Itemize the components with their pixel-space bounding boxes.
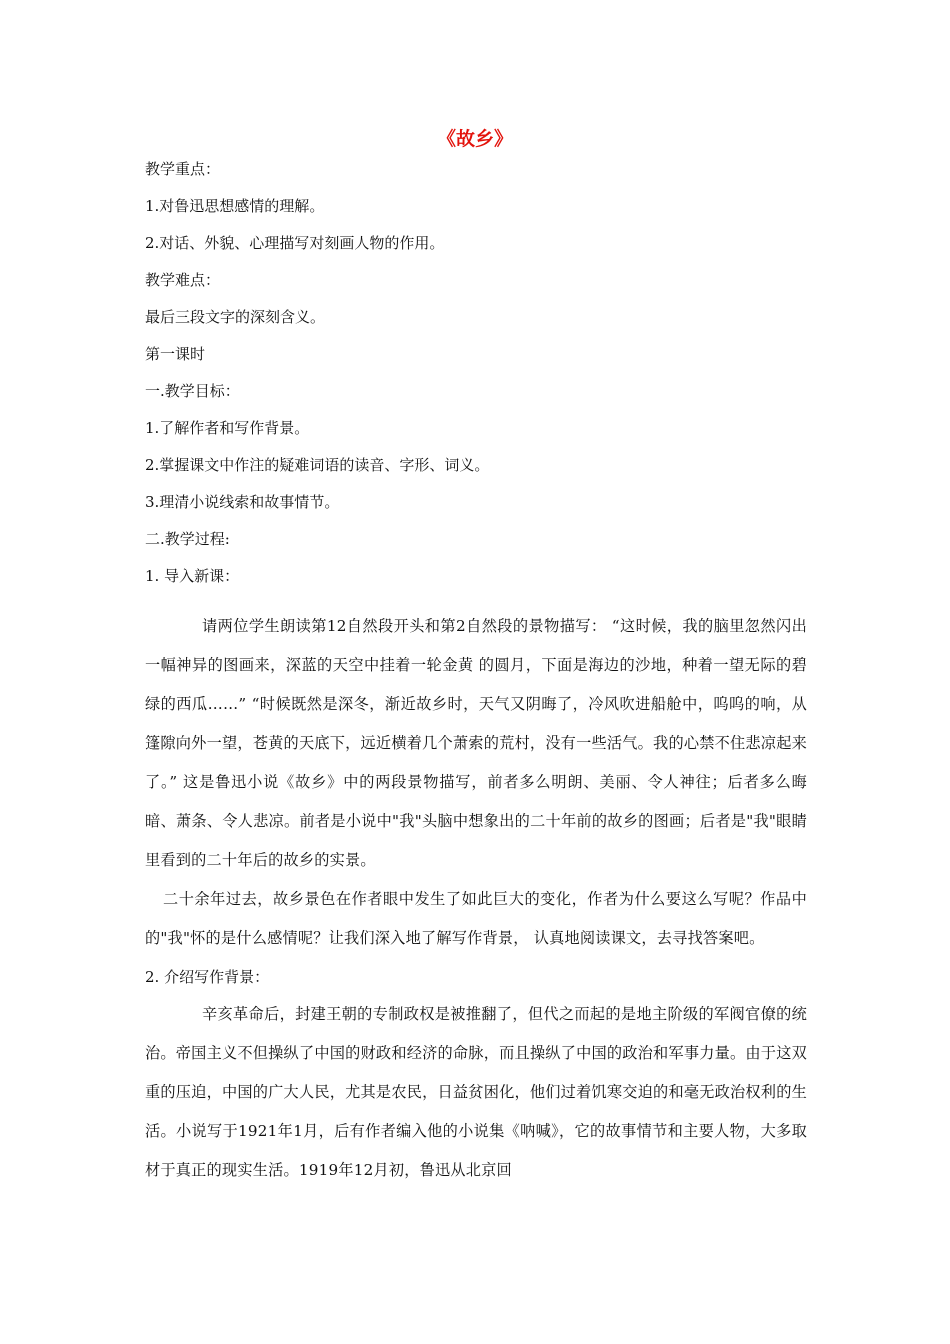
- paragraph-background: 辛亥革命后，封建王朝的专制政权是被推翻了，但代之而起的是地主阶级的军阀官僚的统治。帝国主义不但操纵了中国的财政和经济的命脉，而且操纵了中国的政治和军事力量。由于这双重的压迫，中国的广大人民，尤其是农民，日益贫困化，他们过着饥寒交迫的和毫无政治权利的生活。小说写于1921年1月，后有作者编入他的小说集《呐喊》，它的故事情节和主要人物，大多取材于真正的现实生活。1919年12月初，鲁迅从北京回: [145, 1005, 807, 1179]
- step-heading-background: 2. 介绍写作背景：: [145, 967, 270, 986]
- section-heading-key-points: 教学重点：: [145, 159, 221, 178]
- step-heading-intro: 1. 导入新课：: [145, 566, 240, 585]
- key-point-1: 1.对鲁迅思想感情的理解。: [145, 196, 325, 215]
- objective-3: 3.理清小说线索和故事情节。: [145, 492, 340, 511]
- paragraph-question: 二十余年过去，故乡景色在作者眼中发生了如此巨大的变化，作者为什么要这么写呢？作品中的"我"怀的是什么感情呢？让我们深入地了解写作背景， 认真地阅读课文，去寻找答案吧。: [145, 890, 807, 947]
- section-heading-difficulties: 教学难点：: [145, 270, 221, 289]
- section-heading-objectives: 一.教学目标：: [145, 381, 240, 400]
- difficulty-1: 最后三段文字的深刻含义。: [145, 307, 326, 326]
- section-heading-process: 二.教学过程:: [145, 529, 230, 548]
- objective-1: 1.了解作者和写作背景。: [145, 418, 310, 437]
- document-title: 《故乡》: [436, 128, 513, 150]
- objective-2: 2.掌握课文中作注的疑难词语的读音、字形、词义。: [145, 455, 490, 474]
- paragraph-intro: 请两位学生朗读第12自然段开头和第2自然段的景物描写： “这时候，我的脑里忽然闪出一幅神异的图画来，深蓝的天空中挂着一轮金黄 的圆月，下面是海边的沙地，种着一望无际的碧绿的西瓜……” “时候既然是深冬，渐近故乡时，天气又阴晦了，冷风吹进船舱中，呜呜的响，从篷隙向外一望，苍黄的天底下，远近横着几个萧索的荒村，没有一些活气。我的心禁不住悲凉起来了。” 这是鲁迅小说《故乡》中的两段景物描写，前者多么明朗、美丽、令人神往；后者多么晦暗、萧条、令人悲凉。前者是小说中"我"头脑中想象出的二十年前的故乡的图画；后者是"我"眼睛里看到的二十年后的故乡的实景。: [145, 617, 807, 869]
- key-point-2: 2.对话、外貌、心理描写对刻画人物的作用。: [145, 233, 445, 252]
- document-body: [145, 150, 807, 1190]
- lesson-heading: 第一课时: [145, 344, 206, 363]
